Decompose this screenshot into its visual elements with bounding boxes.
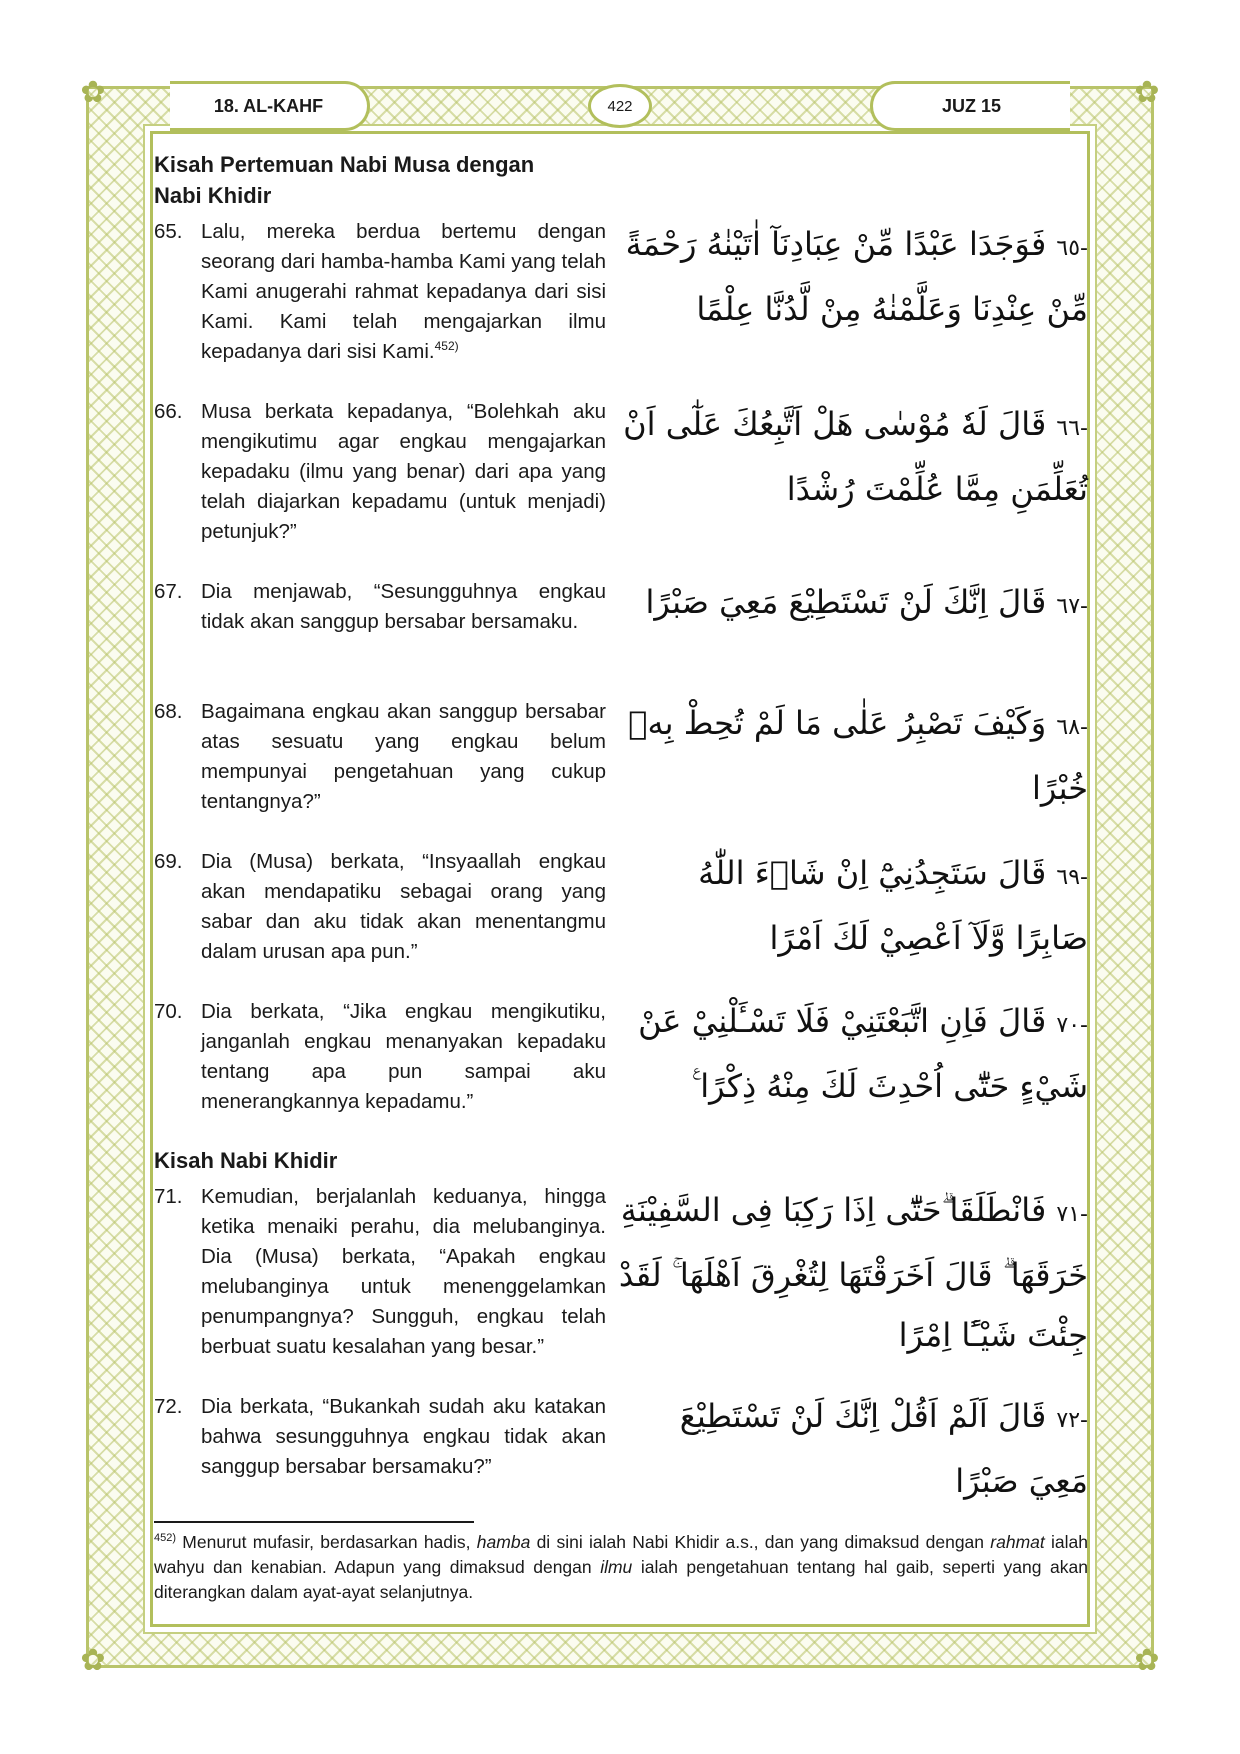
arabic-verse-number: -٦٧ <box>1056 594 1088 619</box>
corner-ornament-icon: ✿ <box>1134 75 1160 110</box>
verse-translation-66: 66. Musa berkata kepadanya, “Bolehkah aku mengikutimu agar engkau mengajarkan kepadaku (ilmu yang benar) dari apa yang telah diajarkan kepadamu (untuk menjadi) petunjuk?” <box>154 397 606 547</box>
section-title: Kisah Pertemuan Nabi Musa dengan Nabi Khidir <box>154 152 535 208</box>
verse-translation-70: 70. Dia berkata, “Jika engkau mengikutiku, janganlah engkau menanyakan kepadaku tentang apa pun sampai aku menerangkannya kepadamu.” <box>154 997 606 1117</box>
verse-number: 67. <box>154 580 183 603</box>
verse-translation-65: 65. Lalu, mereka berdua bertemu dengan seorang dari hamba-hamba Kami yang telah Kami anugerahi rahmat kepadanya dari sisi Kami. Kami telah mengajarkan ilmu kepadanya dari sisi Kami.$^{452)}$ <box>154 217 606 367</box>
footnote: $^{452)}$ Menurut mufasir, berdasarkan hadis, hamba di sini ialah Nabi Khidir a.s., dan yang dimaksud dengan rahmat ialah wahyu dan kenabian. Adapun yang dimaksud dengan ilmu ialah pengetahuan tentang hal gaib, seperti yang akan diterangkan dalam ayat-ayat selanjutnya. <box>154 1532 1089 1602</box>
arabic-verse-number: -٧١ <box>1056 1202 1088 1227</box>
verse-arabic-69: -٦٩ قَالَ سَتَجِدُنِيْٓ اِنْ شَاۤءَ اللّٰهُ صَابِرًا وَّلَآ اَعْصِيْ لَكَ اَمْرًا <box>698 854 1088 957</box>
verse-number: 66. <box>154 400 183 423</box>
verse-arabic-67: -٦٧ قَالَ اِنَّكَ لَنْ تَسْتَطِيْعَ مَعِيَ صَبْرًا <box>645 583 1088 621</box>
verse-number: 70. <box>154 1000 183 1023</box>
corner-ornament-icon: ✿ <box>80 75 106 110</box>
verse-number: 68. <box>154 700 183 723</box>
verse-translation-71: 71. Kemudian, berjalanlah keduanya, hingga ketika menaiki perahu, dia melubanginya. Dia (Musa) berkata, “Apakah engkau melubanginya untuk menenggelamkan penumpangnya? Sungguh, engkau telah berbuat suatu kesalahan yang besar.” <box>154 1182 606 1362</box>
verse-arabic-68: -٦٨ وَكَيْفَ تَصْبِرُ عَلٰى مَا لَمْ تُحِطْ بِهٖ خُبْرًا <box>628 704 1088 807</box>
arabic-verse-number: -٦٦ <box>1056 416 1088 441</box>
verse-number: 69. <box>154 850 183 873</box>
verse-arabic-66: -٦٦ قَالَ لَهٗ مُوْسٰى هَلْ اَتَّبِعُكَ عَلٰٓى اَنْ تُعَلِّمَنِ مِمَّا عُلِّمْتَ رُشْدًا <box>623 405 1088 508</box>
juz-label: JUZ 15 <box>870 81 1070 131</box>
verse-number: 65. <box>154 220 183 243</box>
verse-arabic-65: -٦٥ فَوَجَدَا عَبْدًا مِّنْ عِبَادِنَآ اٰتَيْنٰهُ رَحْمَةً مِّنْ عِنْدِنَا وَعَلَّمْنٰهُ مِنْ لَّدُنَّا عِلْمًا <box>625 225 1088 328</box>
section-title: Kisah Nabi Khidir <box>154 1148 338 1173</box>
verse-arabic-70: -٧٠ قَالَ فَاِنِ اتَّبَعْتَنِيْ فَلَا تَسْـَٔلْنِيْ عَنْ شَيْءٍ حَتّٰٓى اُحْدِثَ لَكَ مِنْهُ ذِكْرًا ࣖ <box>638 1002 1088 1105</box>
page-number: 422 <box>588 84 652 128</box>
arabic-verse-number: -٦٥ <box>1056 236 1088 261</box>
arabic-verse-number: -٧٢ <box>1056 1408 1088 1433</box>
verse-translation-72: 72. Dia berkata, “Bukankah sudah aku katakan bahwa sesungguhnya engkau tidak akan sanggup bersabar bersamaku?” <box>154 1392 606 1482</box>
verse-arabic-72: -٧٢ قَالَ اَلَمْ اَقُلْ اِنَّكَ لَنْ تَسْتَطِيْعَ مَعِيَ صَبْرًا <box>679 1397 1088 1500</box>
verse-translation-68: 68. Bagaimana engkau akan sanggup bersabar atas sesuatu yang engkau belum mempunyai pengetahuan yang cukup tentangnya?” <box>154 697 606 817</box>
footnote-marker: 452) <box>434 339 459 354</box>
footnote-divider <box>154 1521 474 1523</box>
arabic-verse-number: -٧٠ <box>1056 1013 1088 1038</box>
verse-number: 71. <box>154 1185 183 1208</box>
arabic-verse-number: -٦٨ <box>1056 715 1088 740</box>
surah-label: 18. AL-KAHF <box>170 81 370 131</box>
arabic-verse-number: -٦٩ <box>1056 865 1088 890</box>
verse-translation-69: 69. Dia (Musa) berkata, “Insyaallah engkau akan mendapatiku sebagai orang yang sabar dan aku tidak akan menentangmu dalam urusan apa pun.” <box>154 847 606 967</box>
verse-number: 72. <box>154 1395 183 1418</box>
corner-ornament-icon: ✿ <box>80 1643 106 1678</box>
footnote-marker: 452) <box>154 1532 177 1545</box>
corner-ornament-icon: ✿ <box>1134 1643 1160 1678</box>
verse-arabic-71: -٧١ فَانْطَلَقَا ۗحَتّٰٓى اِذَا رَكِبَا فِى السَّفِيْنَةِ خَرَقَهَا ۗ قَالَ اَخَرَقْتَهَا لِتُغْرِقَ اَهْلَهَا ۚ لَقَدْ جِئْتَ شَيْـًٔا اِمْرًا <box>618 1191 1088 1354</box>
verse-translation-67: 67. Dia menjawab, “Sesungguhnya engkau tidak akan sanggup bersabar bersamaku. <box>154 577 606 637</box>
